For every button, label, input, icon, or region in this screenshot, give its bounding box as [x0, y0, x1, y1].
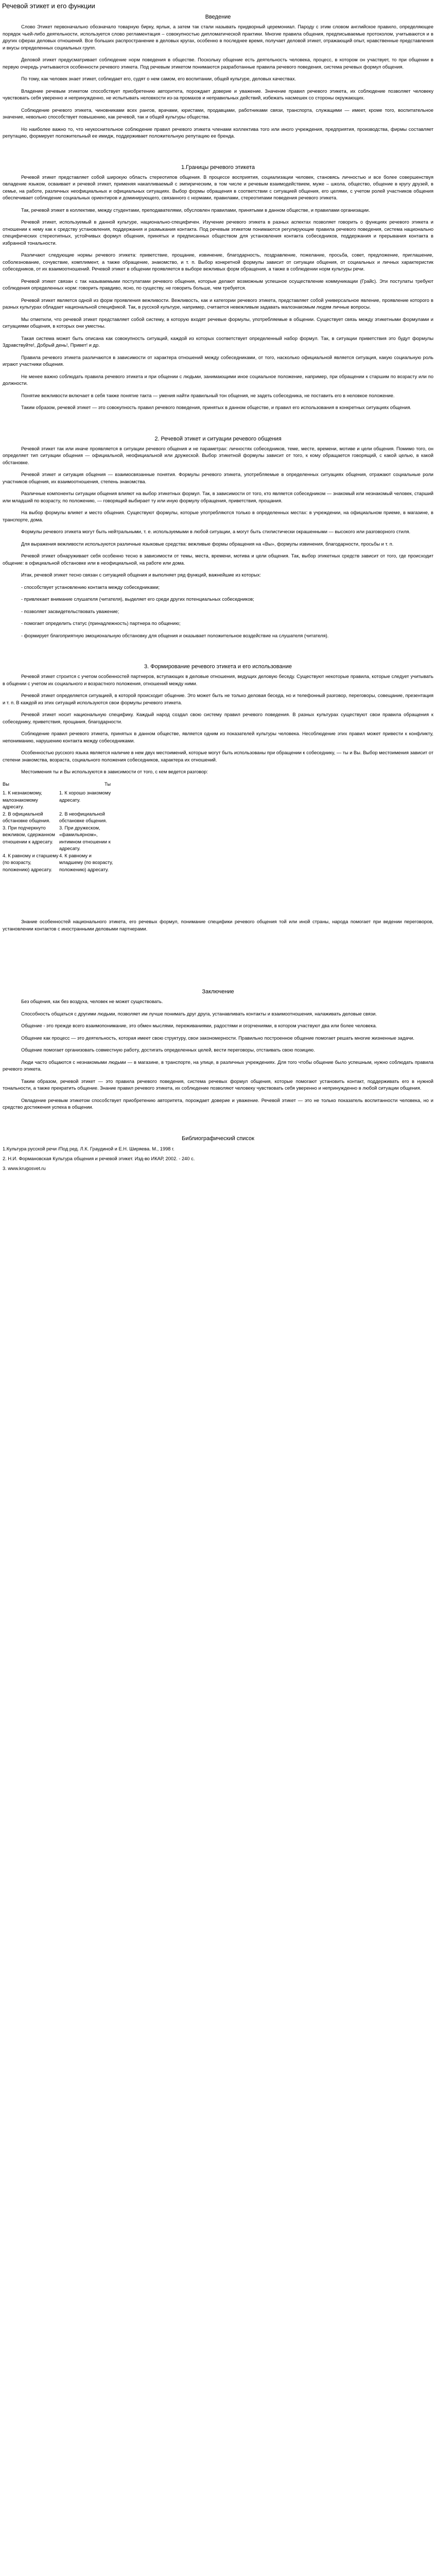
paragraph: Такая система может быть описана как совокупность ситуаций, каждой из которых соответствует определенный набор формул. Так, в ситуации приветствия это будут формулы Здравствуйте!, Добрый день!, Привет! и др. — [3, 335, 433, 348]
list-item: - позволяет засвидетельствовать уважение; — [21, 608, 119, 614]
paragraph: Речевой этикет представляет собой широкую область стереотипов общения. В процессе восприятия, социализации человек, становясь личностью и все более совершенствуя овладение языком, осваивает и речевой этикет, применяя накапливаемый с эмпирическим, в том числе и речевым взаимодействием, муже – школа, общество, общение в кругу друзей, в семье, на работе, различных неофициальных и официальных ситуациях. Выбор формы обращения в соответствии с ситуацией общения, его целями, с учетом ролей участников общения обеспечивает соблюдение социальных ориентиров и доминирующего, связанного с нормами, правилами, стереотипами поведения речевого этикета. — [3, 174, 433, 200]
paragraph: Речевой этикет так или иначе проявляется в ситуации речевого общения и не параметрах: личностях собеседников, теме, месте, времени, мотиве и цели общения. Помимо того, он определяет тип ситуации общения — официальной, неофициальной или дружеской. Выбор этикетной формулы зависит от того, к кому обращается говорящий, с какой целью, в какой обстановке. — [3, 446, 433, 465]
conclusion-section — [0, 998, 436, 1111]
spacer — [0, 645, 436, 654]
list-item: - помогает определить статус (принадлежность) партнера по общению; — [21, 621, 181, 626]
paragraph: Речевой этикет носит национальную специфику. Каждый народ создал свою систему правил речевого поведения. В разных культурах существуют свои правила обращения к собеседнику, приветствия, прощания, благодарности. — [3, 712, 433, 724]
paragraph: Речевой этикет, используемый в данной культуре, национально-специфичен. Изучение речевого этикета в разных аспектах позволяет говорить о функциях речевого этикета и отношении к нему как к средству установления, поддержания и размыкания контакта. Под речевым этикетом понимаются регулирующие правила речевого поведения, система национально специфических стереотипных, устойчивых формул общения, принятых и предписанных обществом для установления контакта собеседников, поддержания и прерывания контакта в избранной тональности. — [3, 219, 433, 246]
paragraph: Различные компоненты ситуации общения влияют на выбор этикетных формул. Так, в зависимости от того, кто является собеседником — знакомый или незнакомый человек, старший или младший по возрасту, по положению, — говорящий выбирает ту или иную формулу обращения, приветствия, прощания. — [3, 491, 433, 503]
paragraph: Речевой этикет и ситуация общения — взаимосвязанные понятия. Формулы речевого этикета, употребляемые в определенных ситуациях общения, отражают социальные роли участников общения, их взаимоотношения, степень знакомства. — [3, 472, 433, 484]
paragraph: Владение речевым этикетом способствует приобретению авторитета, порождает доверие и уважение. Значение правил речевого этикета, их соблюдение позволяет человеку чувствовать себя уверенно и непринужденно, не испытывать неловкости из-за промахов и неправильных действий, избежать насмешек со стороны окружающих. — [3, 88, 433, 100]
table-row — [3, 790, 116, 811]
section-heading-intro: Введение — [205, 14, 231, 20]
section-heading-references: Библиографический список — [182, 1135, 254, 1142]
paragraph: Общение как процесс — это деятельность, которая имеет свою структуру, свои закономерности. Правильно построенное общение помогает решать многие жизненные задачи. — [21, 1035, 414, 1041]
paragraph: Но наиболее важно то, что неукоснительное соблюдение правил речевого этикета членами коллектива того или иного учреждения, предприятия, производства, фирмы составляет репутацию, формирует положительный ее имидж, поддерживает положительную репутацию ее бренда. — [3, 126, 433, 139]
paragraph: Речевой этикет связан с так называемыми постулатами речевого общения, которые делают возможным успешное осуществление коммуникации (Грайс). Эти постулаты требуют соблюдения определенных норм: говорить правдиво, ясно, по существу, не говорить больше, чем требуется. — [3, 278, 433, 291]
table-row — [3, 853, 116, 874]
paragraph: Понятие вежливости включает в себя также понятие такта — умения найти правильный тон общения, не задеть собеседника, не поставить его в неловкое положение. — [21, 393, 395, 398]
table-cell: 3. При подчеркнуто вежливом, сдержанном отношении к адресату. — [3, 825, 55, 844]
table-cell: 1. К незнакомому, малознакомому адресату. — [3, 790, 42, 809]
paragraph: Без общения, как без воздуха, человек не может существовать. — [21, 999, 163, 1004]
list-item: - способствует установлению контакта между собеседниками; — [21, 584, 160, 590]
paragraph: Речевой этикет строится с учетом особенностей партнеров, вступающих в деловые отношения, ведущих деловую беседу. Существуют некоторые правила, которые следует учитывать в общении с учетом их социального и возрастного положения, отношений между ними. — [3, 674, 433, 686]
paragraph: Не менее важно соблюдать правила речевого этикета и при общении с людьми, занимающими иное социальное положение, например, при обращении к старшим по возрасту или по должности. — [3, 374, 433, 386]
references-list — [0, 1145, 436, 1172]
spacer — [3, 877, 433, 919]
table-cell: 3. При дружеском, «фамильярном», интимном отношении к адресату. — [59, 825, 111, 851]
paragraph: Способность общаться с другими людьми, позволяет им лучше понимать друг друга, устанавливать контакты и взаимоотношения, налаживать деловые связи. — [21, 1011, 377, 1016]
table-cell: 2. В неофициальной обстановке общения. — [59, 811, 107, 823]
paragraph: Таким образом, речевой этикет — это совокупность правил речевого поведения, принятых в данном обществе, и правил его использования в конкретных ситуациях общения. — [21, 405, 411, 410]
section-3 — [0, 673, 436, 933]
paragraph: Общение помогает организовать совместную работу, достигать определенных целей, вести переговоры, отстаивать свою позицию. — [21, 1047, 315, 1053]
paragraph: Формулы речевого этикета могут быть нейтральными, т. е. используемыми в любой ситуации, а могут быть стилистически окрашенными — высокого или разговорного стиля. — [21, 529, 411, 534]
section-heading-conclusion: Заключение — [202, 989, 234, 995]
paragraph: По тому, как человек знает этикет, соблюдает его, судят о нем самом, его воспитании, общей культуре, деловых качествах. — [21, 76, 297, 81]
document-title: Речевой этикет и его функции — [2, 2, 95, 10]
paragraph: Люди часто общаются с незнакомыми людьми — в магазине, в транспорте, на улице, в различных учреждениях. Для того чтобы общение было успешным, нужно соблюдать правила речевого этикета. — [3, 1059, 433, 1072]
table-header-cell: Ты — [104, 781, 111, 787]
table-header — [3, 781, 111, 788]
paragraph: Для выражения вежливости используются различные языковые средства: вежливые формы обращения на «Вы», формулы извинения, благодарности, просьбы и т. п. — [21, 541, 394, 547]
list-item: - формирует благоприятную эмоциональную обстановку для общения и оказывает положительное воздействие на слушателя (читателя). — [21, 633, 329, 638]
section-2 — [0, 446, 436, 640]
spacer — [0, 145, 436, 155]
paragraph: Речевой этикет обнаруживает себя особенно тесно в зависимости от темы, места, времени, мотива и цели общения. Так, выбор этикетных средств зависит от того, где происходит общение: в официальной обстановке или в неофициальной, на работе или дома. — [3, 553, 433, 566]
paragraph: На выбор формулы влияет и место общения. Существуют формулы, которые употребляются только в определенных местах: в учреждении, на официальном приеме, в магазине, в транспорте, дома. — [3, 510, 433, 522]
document-page — [0, 2, 436, 2576]
paragraph: Так, речевой этикет в коллективе, между студентами, преподавателями, обусловлен правилами, принятыми в данном обществе, и правилами организации. — [21, 207, 370, 213]
paragraph: Овладение речевым этикетом способствует приобретению авторитета, порождает доверие и уважение. Речевой этикет — это не только показатель воспитанности человека, но и средство достижения успеха в общении. — [3, 1097, 433, 1110]
reference-item: 1.Культура русской речи /Под ред. Л.К. Граудиной и Е.Н. Ширяева. М., 1998 г. — [3, 1146, 175, 1151]
spacer — [0, 1116, 436, 1126]
table-row — [3, 825, 116, 853]
paragraph: Мы отметили, что речевой этикет представляет собой систему, в которую входят речевые формулы, употребляемые в общении. Существует связь между этикетными формулами и ситуациями общения, в которых они уместны. — [3, 316, 433, 329]
paragraph: Особенностью русского языка является наличие в нем двух местоимений, которые могут быть использованы при обращении к собеседнику, — ты и Вы. Выбор местоимения зависит от степени знакомства, возраста, социального положения собеседников, характера их отношений. — [3, 750, 433, 762]
paragraph: Соблюдение правил речевого этикета, принятых в данном обществе, является одним из показателей культуры человека. Несоблюдение этих правил может привести к конфликту, непониманию, нарушению контакта между собеседниками. — [3, 731, 433, 743]
pronoun-table — [3, 781, 433, 874]
section-1 — [0, 174, 436, 412]
table-cell: 4. К равному и старшему (по возрасту, положению) адресату. — [3, 853, 59, 872]
spacer — [0, 417, 436, 426]
paragraph: Деловой этикет предусматривает соблюдение норм поведения в обществе. Поскольку общение есть деятельность человека, процесс, в котором он участвует, то при общении в первую очередь учитываются особенности речевого этикета. Под речевым этикетом понимаются разработанные правила речевого поведения, система речевых формул общения. — [3, 57, 433, 70]
table-row — [3, 811, 116, 825]
table-header-cell: Вы — [3, 781, 9, 787]
paragraph: Слово Этикет первоначально обозначало товарную бирку, ярлык, а затем так стали называть придворный церемониал. Пароду с этим словом английское правило, определяющее порядок чьей-либо деятельности, используется слово регламентация – совокупностью дипломатической практики. Многие правила общения, предписываемые протоколом, учитываются и в других сферах деловых отношений. Все больших распространение в деловых кругах, особенно в последнее время, получает деловой этикет, отражающий опыт, нравственные представления и вкусы определенных социальных групп. — [3, 24, 433, 50]
list-item: - привлекает внимание слушателя (читателя), выделяет его среди других потенциальных собеседников; — [21, 597, 254, 602]
reference-item: 2. Н.И. Формановская Культура общения и речевой этикет. Изд-во ИКАР, 2002. - 240 с. — [3, 1156, 195, 1161]
section-heading-3: 3. Формирование речевого этикета и его использование — [144, 664, 292, 670]
reference-item: 3. www.krugosvet.ru — [3, 1165, 46, 1171]
paragraph: Знание особенностей национального этикета, его речевых формул, понимание специфики речевого общения той или иной страны, народа помогает при ведении переговоров, установлении контактов с иностранными деловыми партнерами. — [3, 919, 433, 931]
section-heading-1: 1.Границы речевого этикета — [181, 164, 255, 171]
paragraph: Речевой этикет определяется ситуацией, в которой происходит общение. Это может быть не только деловая беседа, но и телефонный разговор, переговоры, совещание, презентация и т. п. В каждой из этих ситуаций используются свои формулы речевого этикета. — [3, 693, 433, 705]
section-heading-2: 2. Речевой этикет и ситуации речевого общения — [154, 435, 282, 442]
paragraph: Речевой этикет является одной из форм проявления вежливости. Вежливость, как и категории речевого этикета, представляет собой универсальное явление, проявление которого в разных культурах обладает национальной спецификой. Так, в русской культуре, например, считается невежливым задавать малознакомым людям личные вопросы. — [3, 297, 433, 310]
paragraph: Правила речевого этикета различаются в зависимости от характера отношений между собеседниками, от того, насколько официальной является ситуация, какую социальную роль играют участники общения. — [3, 354, 433, 367]
intro-section — [0, 24, 436, 140]
paragraph: Местоимения ты и Вы используются в зависимости от того, с кем ведется разговор: — [21, 769, 208, 774]
paragraph: Итак, речевой этикет тесно связан с ситуацией общения и выполняет ряд функций, важнейшие из которых: — [21, 572, 261, 578]
paragraph: Соблюдение речевого этикета, чиновниками всех рангов, врачами, юристами, продавцами, работниками связи, транспорта, служащими — имеет, кроме того, воспитательное значение, невольно способствует повышению, как речевой, так и общей культуры общества. — [3, 107, 433, 120]
paragraph: Различают следующие нормы речевого этикета: приветствие, прощание, извинение, благодарность, поздравление, пожелание, просьба, совет, предложение, приглашение, соболезнование, сочувствие, комплимент, а также обращение, знакомство, и т. п. Выбор конкретной формулы зависит от ситуации общения, от социальных и личных характеристик собеседников, от их взаимоотношений. Речевой этикет в общении проявляется в выборе вежливых форм обращения, а также в соблюдении норм культуры речи. — [3, 252, 433, 272]
paragraph: Общение - это прежде всего взаимопонимание, это обмен мыслями, переживаниями, радостями и огорчениями, в котором участвуют два или более человека. — [21, 1023, 377, 1028]
table-cell: 1. К хорошо знакомому адресату. — [59, 790, 111, 803]
spacer — [0, 938, 436, 979]
table-cell: 2. В официальной обстановке общения. — [3, 811, 50, 823]
table-cell: 4. К равному и младшему (по возрасту, положению) адресату. — [59, 853, 113, 872]
paragraph: Таким образом, речевой этикет — это правила речевого поведения, система речевых формул общения, которые помогают установить контакт, поддерживать его в нужной тональности, а также прекратить общение. Знание правил речевого этикета, их соблюдение позволяют человеку чувствовать себя уверенно и непринужденно в любой ситуации общения. — [3, 1078, 433, 1091]
